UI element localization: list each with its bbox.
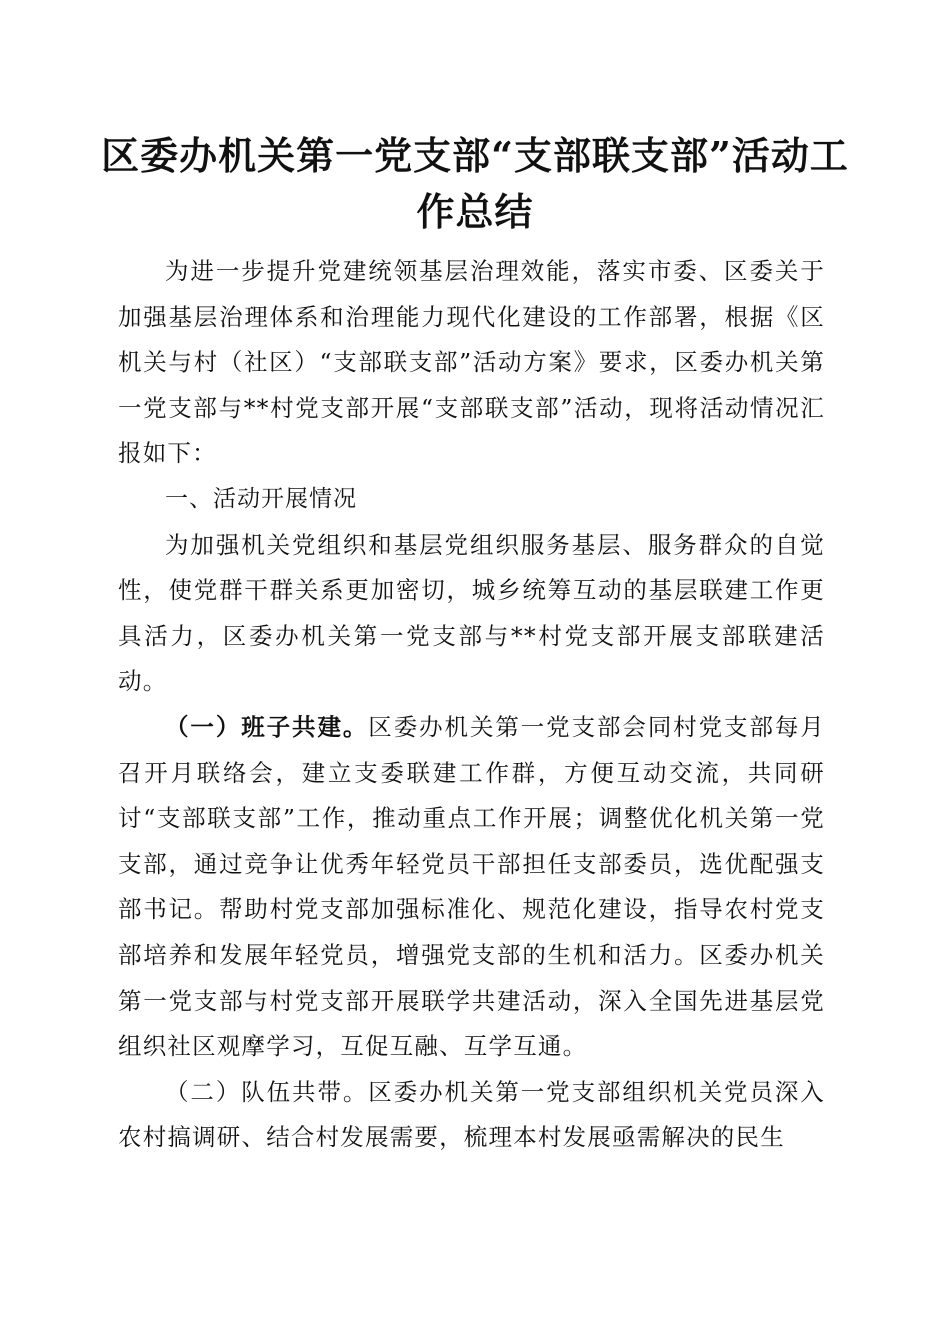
subsection-1-text: 区委办机关第一党支部会同村党支部每月召开月联络会，建立支委联建工作群，方便互动交流，共同研讨“支部联支部”工作，推动重点工作开展；调整优化机关第一党支部，通过竞争让优秀年轻党员干部担任支部委员，选优配强支部书记。帮助村党支部加强标准化、规范化建设，指导农村党支部培养和发展年轻党员，增强党支部的生机和活力。区委办机关第一党支部与村党支部开展联学共建活动，深入全国先进基层党组织社区观摩学习，互促互融、互学互通。	[118, 712, 825, 1061]
title-line-1: 区委办机关第一党支部“支部联支部”活动工	[101, 133, 849, 178]
section-heading-1: 一、活动开展情况	[165, 485, 357, 512]
subsection-1-paragraph	[118, 705, 825, 1070]
section1-paragraph: 为加强机关党组织和基层党组织服务基层、服务群众的自觉性，使党群干群关系更加密切，城乡统筹互动的基层联建工作更具活力，区委办机关第一党支部与**村党支部开展支部联建活动。	[118, 530, 825, 696]
title-line-2: 作总结	[416, 189, 534, 234]
subsection-2-text: 区委办机关第一党支部组织机关党员深入农村搞调研、结合村发展需要，梳理本村发展亟需解决的民生	[118, 1077, 825, 1152]
subsection-1-title: （一）班子共建。	[165, 712, 369, 741]
document-title	[100, 128, 850, 240]
intro-paragraph: 为进一步提升党建统领基层治理效能，落实市委、区委关于加强基层治理体系和治理能力现代化建设的工作部署，根据《区机关与村（社区）“支部联支部”活动方案》要求，区委办机关第一党支部与**村党支部开展“支部联支部”活动，现将活动情况汇报如下：	[118, 257, 825, 468]
subsection-2-title: （二）队伍共带。	[165, 1077, 369, 1106]
subsection-2-paragraph	[118, 1070, 825, 1161]
document-body	[118, 249, 825, 1161]
